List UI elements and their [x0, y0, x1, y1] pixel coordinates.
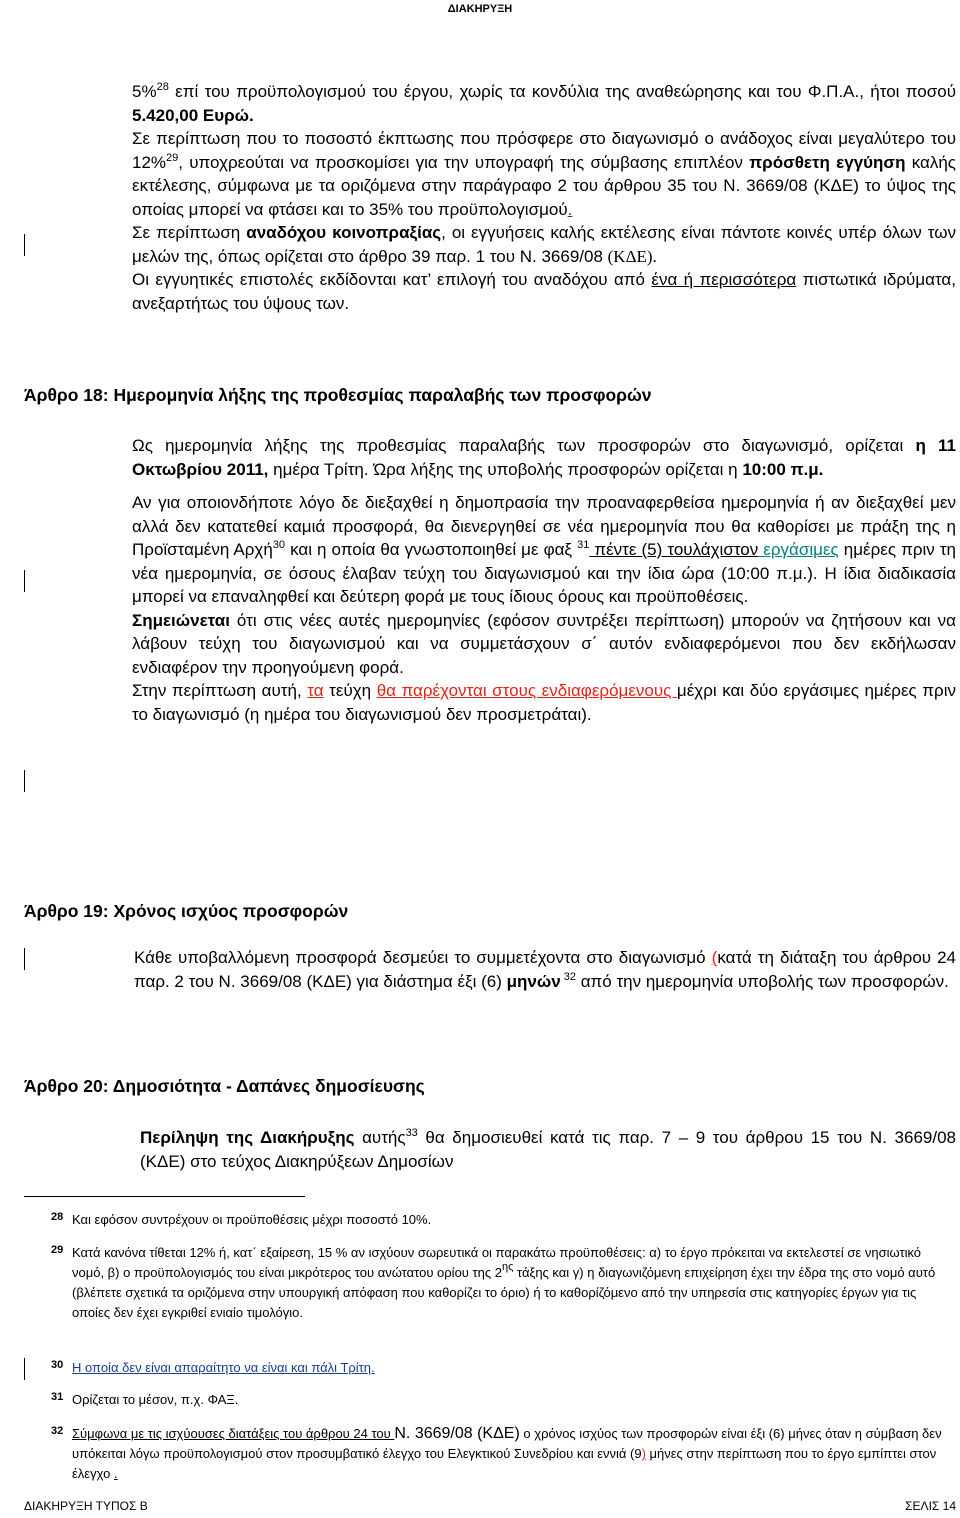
footnote-32: 32 Σύμφωνα με τις ισχύουσες διατάξεις του άρθρου 24 του Ν. 3669/08 (ΚΔΕ) ο χρόνος ισχύος των προσφορών είναι έξι (6) μήνες όταν η σύμβαση δεν υπόκειται λόγω προϋπολογισμού στον προσυμβατικό έλεγχο του Ελεγκτικού Συνεδρίου και εννιά (9) μήνες στην περίπτωση που το έργο εμπίπτει στον έλεγχο . — [51, 1425, 942, 1481]
article-18-body — [132, 434, 956, 726]
intro-block — [132, 80, 956, 315]
paragraph-guarantee-rate: 5%$^{28}$ επί του προϋπολογισμού του έργου, χωρίς τα κονδύλια της αναθεώρησης και του Φ.Π.Α., ήτοι ποσού 5.420,00 Ευρώ. — [132, 81, 956, 125]
article-19-heading: Άρθρο 19: Χρόνος ισχύος προσφορών — [24, 901, 349, 921]
footnote-28: 28 Και εφόσον συντρέχουν οι προϋποθέσεις μέχρι ποσοστό 10%. — [51, 1211, 432, 1227]
paragraph-guarantee-letters: Οι εγγυητικές επιστολές εκδίδονται κατ’ επιλογή του αναδόχου από ένα ή περισσότερα πιστωτικά ιδρύματα, ανεξαρτήτως του ύψους των. — [132, 270, 956, 313]
footnote-separator — [24, 1196, 305, 1197]
paragraph-new-date: Αν για οποιονδήποτε λόγο δε διεξαχθεί η δημοπρασία την προαναφερθείσα ημερομηνία ή αν διεξαχθεί μεν αλλά δεν κατατεθεί καμιά προσφορά, θα διενεργηθεί σε νέα ημερομηνία που θα καθορίσει με πράξη της η Προϊσταμένη Αρχή$^{30}$ και η οποία θα γνωστοποιηθεί με φαξ $^{31}$ πέντε (5) τουλάχιστον εργάσιμες ημέρες πριν τη νέα ημερομηνία, σε όσους έλαβαν τεύχη του διαγωνισμού και την ίδια ώρα (10:00 π.μ.). Η ίδια διαδικασία μπορεί να επαναληφθεί και δεύτερη φορά με τους ίδιους όρους και προϋποθέσεις. — [132, 493, 956, 606]
footnote-31: 31 Ορίζεται το μέσον, π.χ. ΦΑΞ. — [51, 1391, 239, 1407]
paragraph-documents: Στην περίπτωση αυτή, τα τεύχη θα παρέχονται στους ενδιαφερόμενους μέχρι και δύο εργάσιμες ημέρες πριν το διαγωνισμό (η ημέρα του διαγωνισμού δεν προσμετράται). — [132, 681, 956, 724]
paragraph-note: Σημειώνεται ότι στις νέες αυτές ημερομηνίες (εφόσον συντρέξει περίπτωση) μπορούν να ζητήσουν και να λάβουν τεύχη του διαγωνισμού και να συμμετάσχουν σ΄ αυτόν ενδιαφερόμενοι που δεν εκδήλωσαν ενδιαφέρον την προηγούμενη φορά. — [132, 610, 956, 677]
paragraph-joint-venture: Σε περίπτωση αναδόχου κοινοπραξίας, οι εγγυήσεις καλής εκτέλεσης είναι πάντοτε κοινές υπέρ όλων των μελών της, όπως ορίζεται στο άρθρο 39 παρ. 1 του Ν. 3669/08 (ΚΔΕ). — [132, 223, 956, 266]
footer-page-number: ΣΕΛΙΣ 14 — [905, 1499, 956, 1513]
paragraph-publicity: Περίληψη της Διακήρυξης αυτής$^{33}$ θα δημοσιευθεί κατά τις παρ. 7 – 9 του άρθρου 15 του Ν. 3669/08 (ΚΔΕ) στο τεύχος Διακηρύξεων Δημοσίων — [140, 1127, 956, 1171]
article-20-body — [140, 1126, 956, 1173]
footnote-29: 29 Κατά κανόνα τίθεται 12% ή, κατ΄ εξαίρεση, 15 % αν ισχύουν σωρευτικά οι παρακάτω προϋποθέσεις: α) το έργο πρόκειται να εκτελεστεί σε νησιωτικό νομό, β) ο προϋπολογισμός του είναι μικρότερος του ανώτατου ορίου της $2^{\eta\varsigma}$ τάξης και γ) η διαγωνιζόμενη επιχείρηση έχει την έδρα της στο νομό αυτό (βλέπετε σχετικά τα οριζόμενα στην υπουργική απόφαση που καθορίζει το όριο) ή το καθορίζόμενο από την υπηρεσία στις κατηγορίες έργων για τις οποίες δεν έχει εγκριθεί ενιαίο τιμολόγιο. — [51, 1244, 936, 1320]
article-20-heading: Άρθρο 20: Δημοσιότητα - Δαπάνες δημοσίευσης — [24, 1076, 425, 1096]
change-bar — [24, 770, 25, 792]
paragraph-deadline: Ως ημερομηνία λήξης της προθεσμίας παραλαβής των προσφορών στο διαγωνισμό, ορίζεται η 11 Οκτωβρίου 2011, ημέρα Τρίτη. Ώρα λήξης της υποβολής προσφορών ορίζεται η 10:00 π.μ. — [132, 436, 956, 479]
change-bar — [24, 948, 25, 970]
article-18-heading: Άρθρο 18: Ημερομηνία λήξης της προθεσμίας παραλαβής των προσφορών — [24, 385, 652, 405]
footer-left: ΔΙΑΚΗΡΥΞΗ ΤΥΠΟΣ Β — [24, 1499, 148, 1513]
change-bar — [24, 570, 25, 592]
article-19-body — [134, 946, 956, 993]
footnote-30: 30 Η οποία δεν είναι απαραίτητο να είναι και πάλι Τρίτη. — [51, 1359, 375, 1375]
paragraph-additional-guarantee: Σε περίπτωση που το ποσοστό έκπτωσης που πρόσφερε στο διαγωνισμό ο ανάδοχος είναι μεγαλύτερο του 12%$^{29}$, υποχρεούται να προσκομίσει για την υπογραφή της σύμβασης επιπλέον πρόσθετη εγγύηση καλής εκτέλεσης, σύμφωνα με τα οριζόμενα στην παράγραφο 2 του άρθρου 35 του Ν. 3669/08 (ΚΔΕ) το ύψος της οποίας μπορεί να φτάσει και το 35% του προϋπολογισμού. — [132, 129, 956, 219]
change-bar — [24, 234, 25, 256]
paragraph-validity: Κάθε υποβαλλόμενη προσφορά δεσμεύει το συμμετέχοντα στο διαγωνισμό (κατά τη διάταξη του άρθρου 24 παρ. 2 του Ν. 3669/08 (ΚΔΕ) για διάστημα έξι (6) μηνών $^{32}$ από την ημερομηνία υποβολής των προσφορών. — [134, 948, 957, 991]
page-header: ΔΙΑΚΗΡΥΞΗ — [447, 3, 513, 15]
